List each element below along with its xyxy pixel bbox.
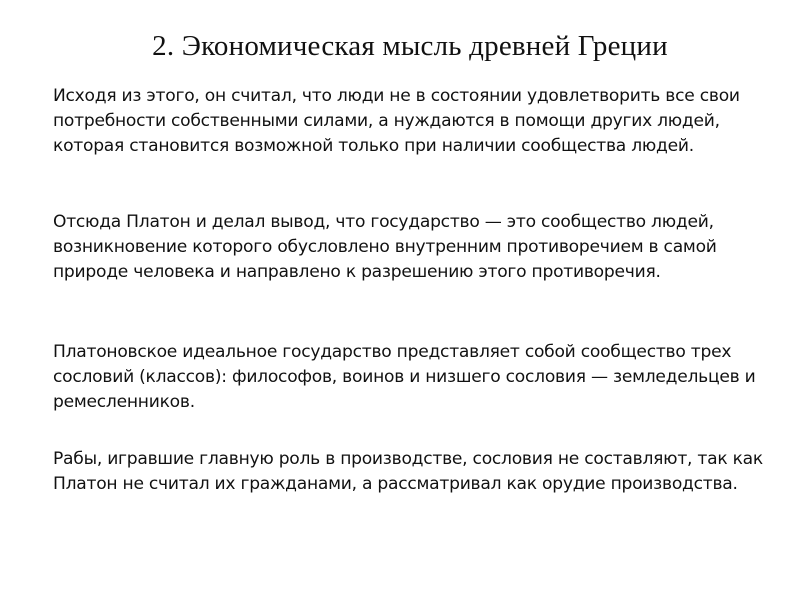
slide-title: 2. Экономическая мысль древней Греции — [152, 30, 668, 62]
paragraph-2: Отсюда Платон и делал вывод, что государство — это сообщество людей, возникновение которого обусловлено внутренним противоречием в самой природе человека и направлено к разрешению этого противоречия. — [53, 212, 717, 282]
paragraph-3: Платоновское идеальное государство представляет собой сообщество трех сословий (классов): философов, воинов и низшего сословия — земледельцев и ремесленников. — [53, 342, 756, 412]
paragraph-4: Рабы, игравшие главную роль в производстве, сословия не составляют, так как Платон не считал их гражданами, а рассматривал как орудие производства. — [53, 449, 763, 494]
paragraph-1: Исходя из этого, он считал, что люди не в состоянии удовлетворить все свои потребности собственными силами, а нуждаются в помощи других людей, которая становится возможной только при наличии сообщества людей. — [53, 86, 740, 156]
